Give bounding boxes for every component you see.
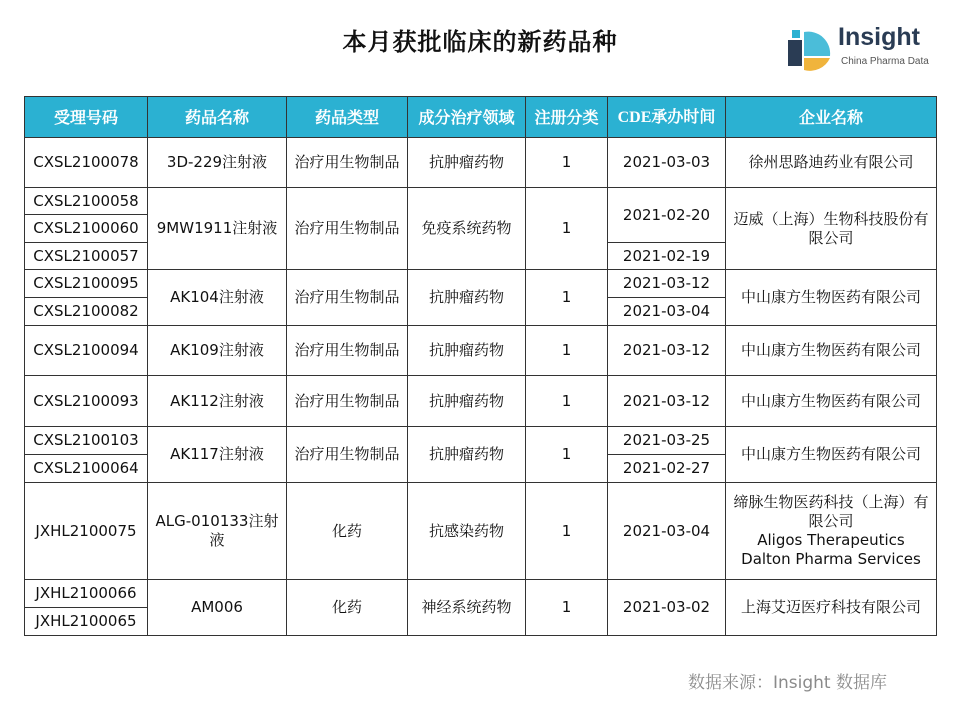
- company-cell: 中山康方生物医药有限公司: [726, 326, 937, 376]
- header-cell: 企业名称: [726, 97, 937, 138]
- reg-class-cell: 1: [526, 427, 608, 483]
- therapy-area-cell: 抗感染药物: [408, 483, 526, 580]
- drug-type-cell: 治疗用生物制品: [287, 427, 408, 483]
- accept-id-cell: JXHL2100066: [25, 580, 148, 608]
- reg-class-cell: 1: [526, 138, 608, 188]
- accept-id-cell: CXSL2100093: [25, 376, 148, 427]
- company-line: Dalton Pharma Services: [741, 550, 921, 568]
- cde-date-cell: 2021-02-27: [608, 455, 726, 483]
- header-cell: CDE承办时间: [608, 97, 726, 138]
- table-row: [25, 427, 937, 455]
- drug-name-cell: AK117注射液: [148, 427, 287, 483]
- page-title: 本月获批临床的新药品种: [342, 28, 618, 56]
- reg-class-cell: 1: [526, 188, 608, 270]
- drug-type-cell: 治疗用生物制品: [287, 138, 408, 188]
- therapy-area-cell: 抗肿瘤药物: [408, 427, 526, 483]
- accept-id-cell: CXSL2100057: [25, 243, 148, 270]
- table-row: [25, 188, 937, 215]
- table-row: [25, 580, 937, 608]
- reg-class-cell: 1: [526, 580, 608, 636]
- reg-class-cell: 1: [526, 376, 608, 427]
- accept-id-cell: JXHL2100065: [25, 608, 148, 636]
- therapy-area-cell: 免疫系统药物: [408, 188, 526, 270]
- data-source-note: 数据来源：Insight 数据库: [688, 673, 888, 693]
- drug-name-cell: AM006: [148, 580, 287, 636]
- cde-date-cell: 2021-03-12: [608, 270, 726, 298]
- therapy-area-cell: 抗肿瘤药物: [408, 138, 526, 188]
- accept-id-cell: CXSL2100103: [25, 427, 148, 455]
- accept-id-cell: CXSL2100064: [25, 455, 148, 483]
- company-cell: 迈威（上海）生物科技股份有限公司: [726, 188, 937, 270]
- drug-type-cell: 化药: [287, 580, 408, 636]
- insight-logo: [786, 20, 946, 72]
- therapy-area-cell: 抗肿瘤药物: [408, 326, 526, 376]
- drug-table: [24, 96, 937, 636]
- cde-date-cell: 2021-03-02: [608, 580, 726, 636]
- table-row: [25, 483, 937, 580]
- company-cell: 中山康方生物医药有限公司: [726, 427, 937, 483]
- header-cell: 成分治疗领域: [408, 97, 526, 138]
- reg-class-cell: 1: [526, 270, 608, 326]
- therapy-area-cell: 神经系统药物: [408, 580, 526, 636]
- drug-type-cell: 治疗用生物制品: [287, 188, 408, 270]
- therapy-area-cell: 抗肿瘤药物: [408, 270, 526, 326]
- drug-name-cell: 3D-229注射液: [148, 138, 287, 188]
- drug-name-cell: AK104注射液: [148, 270, 287, 326]
- company-cell: [726, 483, 937, 580]
- accept-id-cell: CXSL2100058: [25, 188, 148, 215]
- cde-date-cell: 2021-03-03: [608, 138, 726, 188]
- reg-class-cell: 1: [526, 483, 608, 580]
- accept-id-cell: CXSL2100078: [25, 138, 148, 188]
- cde-date-cell: 2021-03-25: [608, 427, 726, 455]
- accept-id-cell: CXSL2100094: [25, 326, 148, 376]
- table-row: [25, 138, 937, 188]
- header-cell: 注册分类: [526, 97, 608, 138]
- cde-date-cell: 2021-03-04: [608, 483, 726, 580]
- drug-type-cell: 化药: [287, 483, 408, 580]
- accept-id-cell: CXSL2100082: [25, 298, 148, 326]
- table-header-row: [25, 97, 937, 138]
- insight-logo-icon: [786, 20, 836, 72]
- therapy-area-cell: 抗肿瘤药物: [408, 376, 526, 427]
- drug-type-cell: 治疗用生物制品: [287, 270, 408, 326]
- cde-date-cell: 2021-03-04: [608, 298, 726, 326]
- cde-date-cell: 2021-03-12: [608, 376, 726, 427]
- header-cell: 药品类型: [287, 97, 408, 138]
- cde-date-cell: 2021-02-19: [608, 243, 726, 270]
- accept-id-cell: CXSL2100060: [25, 215, 148, 243]
- logo-subtitle: China Pharma Data: [841, 56, 929, 67]
- company-cell: 上海艾迈医疗科技有限公司: [726, 580, 937, 636]
- company-cell: 中山康方生物医药有限公司: [726, 270, 937, 326]
- drug-name-cell: ALG-010133注射液: [148, 483, 287, 580]
- drug-type-cell: 治疗用生物制品: [287, 376, 408, 427]
- company-cell: 中山康方生物医药有限公司: [726, 376, 937, 427]
- drug-name-cell: AK109注射液: [148, 326, 287, 376]
- cde-date-cell: 2021-02-20: [608, 188, 726, 243]
- header-cell: 药品名称: [148, 97, 287, 138]
- reg-class-cell: 1: [526, 326, 608, 376]
- table-row: [25, 270, 937, 298]
- drug-type-cell: 治疗用生物制品: [287, 326, 408, 376]
- header-cell: 受理号码: [25, 97, 148, 138]
- logo-wordmark: Insight: [838, 23, 920, 51]
- company-line: Aligos Therapeutics: [757, 531, 905, 549]
- accept-id-cell: CXSL2100095: [25, 270, 148, 298]
- table-row: [25, 326, 937, 376]
- company-cell: 徐州思路迪药业有限公司: [726, 138, 937, 188]
- cde-date-cell: 2021-03-12: [608, 326, 726, 376]
- table-row: [25, 376, 937, 427]
- drug-name-cell: AK112注射液: [148, 376, 287, 427]
- company-line: 缔脉生物医药科技（上海）有限公司: [733, 493, 929, 530]
- accept-id-cell: JXHL2100075: [25, 483, 148, 580]
- drug-name-cell: 9MW1911注射液: [148, 188, 287, 270]
